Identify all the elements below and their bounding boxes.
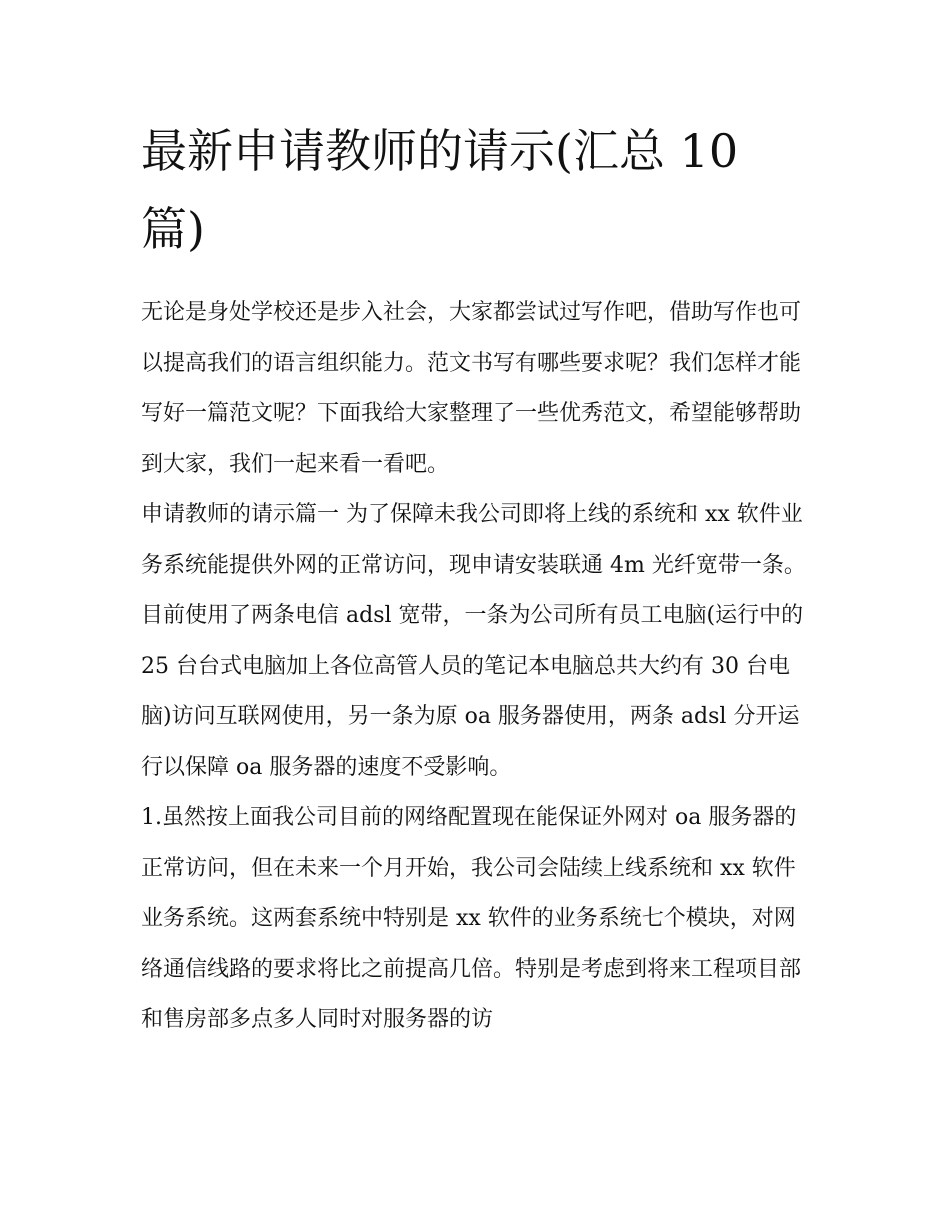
paragraph-request-1: 申请教师的请示篇一 为了保障未我公司即将上线的系统和 xx 软件业务系统能提供外网的正常访问，现申请安装联通 4m 光纤宽带一条。 (141, 502, 806, 578)
page-title: 最新申请教师的请示(汇总 10 篇) (141, 124, 739, 256)
title-block (141, 112, 813, 268)
paragraph-current-network: 目前使用了两条电信 adsl 宽带，一条为公司所有员工电脑(运行中的 25 台台式电脑加上各位高管人员的笔记本电脑总共大约有 30 台电脑)访问互联网使用，另一条为原 oa 服务器使用，两条 adsl 分开运行以保障 oa 服务器的速度不受影响。 (141, 603, 804, 780)
document-body (141, 112, 813, 1046)
paragraph-intro: 无论是身处学校还是步入社会，大家都尝试过写作吧，借助写作也可以提高我们的语言组织能力。范文书写有哪些要求呢？我们怎样才能写好一篇范文呢？下面我给大家整理了一些优秀范文，希望能够帮助到大家，我们一起来看一看吧。 (141, 300, 802, 477)
paragraph-reason-1: 1.虽然按上面我公司目前的网络配置现在能保证外网对 oa 服务器的正常访问，但在未来一个月开始，我公司会陆续上线系统和 xx 软件业务系统。这两套系统中特别是 xx 软件的业务系统七个模块，对网络通信线路的要求将比之前提高几倍。特别是考虑到将来工程项目部和售房部多点多人同时对服务器的访 (141, 805, 802, 1032)
